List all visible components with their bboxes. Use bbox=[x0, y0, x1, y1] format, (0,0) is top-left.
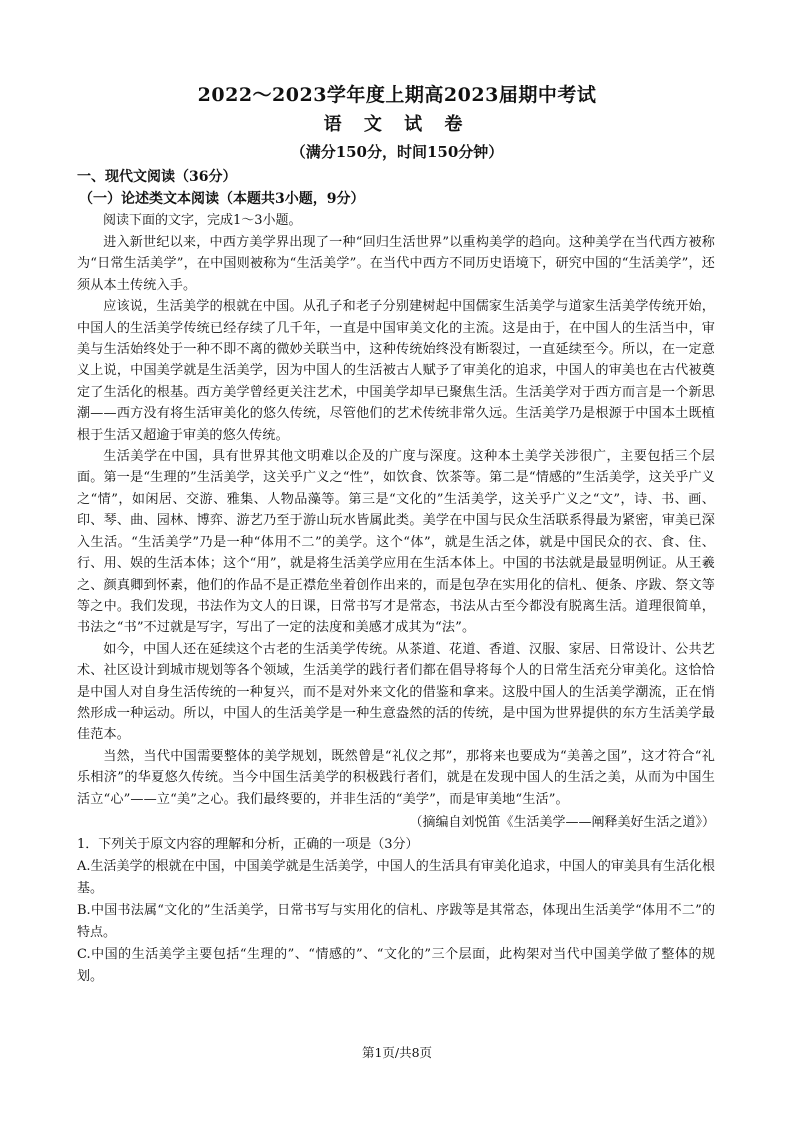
passage-paragraph-4: 如今，中国人还在延续这个古老的生活美学传统。从茶道、花道、香道、汉服、家居、日常设计、公共艺术、社区设计到城市规划等各个领域，生活美学的践行者们都在倡导将每个人的日常生活充分审美化。这恰恰是中国人对自身生活传统的一种复兴，而不是对外来文化的借鉴和拿来。这股中国人的生活美学潮流，正在悄然形成一种运动。所以，中国人的生活美学是一种生意盎然的活的传统，是中国为世界提供的东方生活美学最佳范本。 bbox=[77, 641, 715, 743]
page-number: 第1页/共8页 bbox=[361, 1045, 433, 1060]
passage-source: （摘编自刘悦笛《生活美学——阐释美好生活之道》） bbox=[409, 814, 715, 830]
question-1-option-b: B.中国书法属“文化的”生活美学，日常书写与实用化的信札、序跋等是其常态，体现出生活美学“体用不二”的特点。 bbox=[77, 902, 715, 940]
exam-subject: 语 文 试 卷 bbox=[323, 114, 471, 135]
passage-paragraph-3: 生活美学在中国，具有世界其他文明难以企及的广度与深度。这种本土美学关涉很广，主要包括三个层面。第一是“生理的”生活美学，这关乎广义之“性”，如饮食、饮茶等。第二是“情感的”生活美学，这关乎广义之“情”，如闲居、交游、雅集、人物品藻等。第三是“文化的”生活美学，这关乎广义之“文”，诗、书、画、印、琴、曲、园林、博弈、游艺乃至于游山玩水皆属此类。美学在中国与民众生活联系得最为紧密，审美已深入生活。“生活美学”乃是一种“体用不二”的美学。这个“体”，就是生活之体，就是中国民众的衣、食、住、行、用、娱的生活本体；这个“用”，就是将生活美学应用在生活本体上。中国的书法就是最显明例证。从王羲之、颜真卿到怀素，他们的作品不是正襟危坐着创作出来的，而是包孕在实用化的信札、便条、序跋、祭文等等之中。我们发现，书法作为文人的日课，日常书写才是常态，书法从古至今都没有脱离生活。道理很简单，书法之“书”不过就是写字，写出了一定的法度和美感才成其为“法”。 bbox=[77, 449, 715, 636]
score-time-info: （满分150分，时间150分钟） bbox=[290, 143, 504, 161]
reading-instruction: 阅读下面的文字，完成1～3小题。 bbox=[103, 213, 302, 228]
question-1-option-a: A.生活美学的根就在中国，中国美学就是生活美学，中国人的生活具有审美化追求，中国人的审美具有生活化根基。 bbox=[77, 858, 715, 896]
exam-content bbox=[77, 166, 715, 988]
passage-paragraph-1: 进入新世纪以来，中西方美学界出现了一种“回归生活世界”以重构美学的趋向。这种美学在当代西方被称为“日常生活美学”，在中国则被称为“生活美学”。在当代中西方不同历史语境下，研究中国的“生活美学”，还须从本土传统入手。 bbox=[77, 235, 715, 293]
question-1-stem: 1．下列关于原文内容的理解和分析，正确的一项是（3分） bbox=[77, 836, 419, 852]
subsection-heading: （一）论述类文本阅读（本题共3小题，9分） bbox=[79, 191, 365, 207]
passage-paragraph-5: 当然，当代中国需要整体的美学规划，既然曾是“礼仪之邦”，那将来也要成为“美善之国”，这才符合“礼乐相济”的华夏悠久传统。当今中国生活美学的积极践行者们，就是在发现中国人的生活之美，从而为中国生活立“心”——立“美”之心。我们最终要的，并非生活的“美学”，而是审美地“生活”。 bbox=[77, 748, 715, 807]
question-1-option-c: C.中国的生活美学主要包括“生理的”、“情感的”、“文化的”三个层面，此构架对当代中国美学做了整体的规划。 bbox=[77, 946, 715, 984]
section-heading: 一、现代文阅读（36分） bbox=[77, 169, 237, 185]
exam-title: 2022～2023学年度上期高2023届期中考试 bbox=[197, 84, 597, 106]
passage-paragraph-2: 应该说，生活美学的根就在中国。从孔子和老子分别建树起中国儒家生活美学与道家生活美学传统开始，中国人的生活美学传统已经存续了几千年，一直是中国审美文化的主流。这是由于，在中国人的生活当中，审美与生活始终处于一种不即不离的微妙关联当中，这种传统始终没有断裂过，一直延续至今。所以，在一定意义上说，中国美学就是生活美学，因为中国人的生活被古人赋予了审美化的追求，中国人的审美也在古代被奠定了生活化的根基。西方美学曾经更关注艺术，中国美学却早已聚焦生活。生活美学对于西方而言是一个新思潮——西方没有将生活审美化的悠久传统，尽管他们的艺术传统非常久远。生活美学乃是根源于中国本土既植根于生活又超逾于审美的悠久传统。 bbox=[77, 299, 715, 443]
